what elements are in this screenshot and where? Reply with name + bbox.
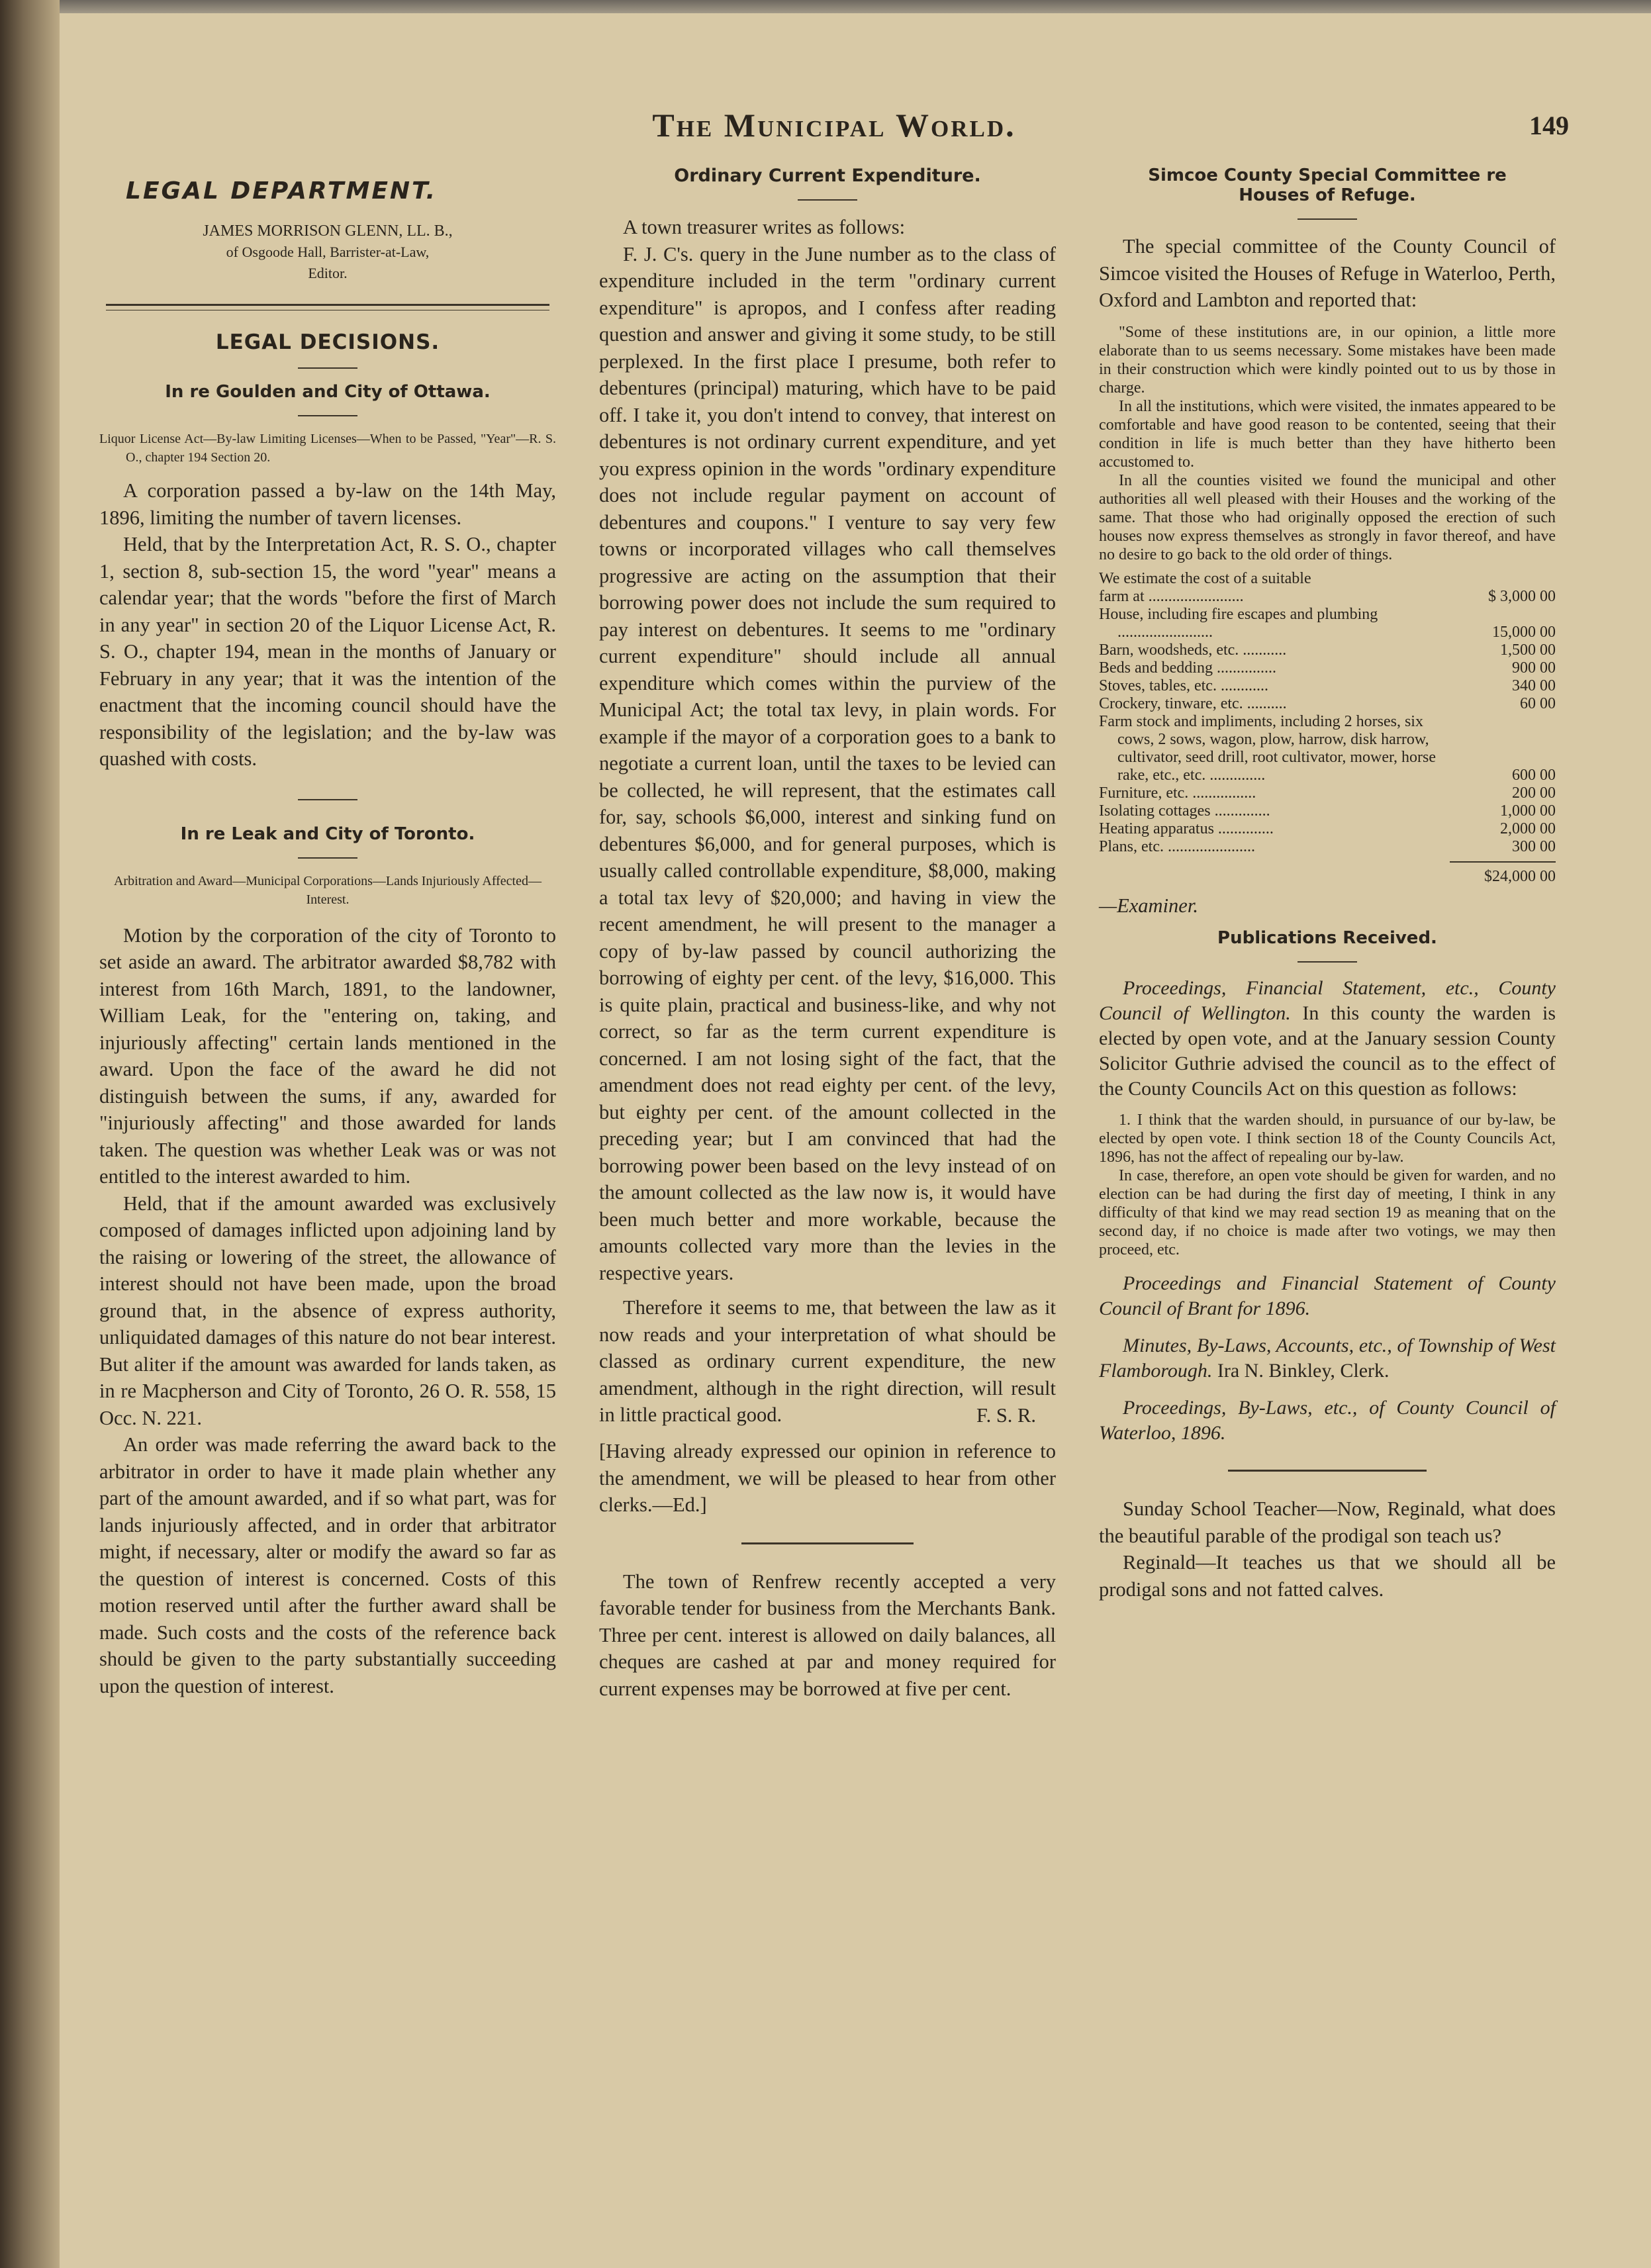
column-expenditure: [599, 165, 1056, 1702]
estimate-amount: 200 00: [1512, 784, 1556, 802]
page-top-edge: [0, 0, 1651, 13]
estimate-amount: 900 00: [1512, 659, 1556, 677]
case-title-goulden: In re Goulden and City of Ottawa.: [165, 382, 491, 402]
estimate-total-row: [1099, 868, 1556, 886]
column-simcoe: [1099, 165, 1556, 1603]
short-rule: [298, 857, 357, 859]
short-rule: [798, 199, 857, 201]
case-paragraph: An order was made referring the award back to the arbitrator in order to have it made plain whether any part of the amount awarded, and if so what part, was for lands injuriously affected, and in order that arbitrator might, if necessary, alter or modify the award so far as the question of interest is concerned. Costs of this motion reserved until after the further award shall be made. Such costs and the costs of the reference back should be given to the party substantially succeeding upon the question of interest.: [99, 1433, 556, 1697]
section-rule: [1228, 1470, 1427, 1472]
estimate-amount: 600 00: [1512, 766, 1556, 784]
editor-role: Editor.: [308, 265, 348, 281]
estimate-row: [1099, 677, 1556, 695]
short-rule: [298, 367, 357, 369]
report-quote: In all the counties visited we found the municipal and other authorities all well pleased with their Houses and the working of the same. That those who had originally opposed the erection of such houses now express themselves as strongly in favor thereof, and have no desire to go back to the old order of things.: [1099, 471, 1556, 563]
estimate-item: farm at ........................: [1099, 587, 1244, 605]
column-legal-department: [99, 165, 556, 1699]
publication-entry: [1099, 1333, 1556, 1384]
publication-entry: Proceedings and Financial Statement of County Council of Brant for 1896.: [1099, 1272, 1556, 1319]
department-heading: LEGAL DEPARTMENT.: [126, 177, 438, 205]
publication-title: Minutes, By-Laws, Accounts, etc., of Township of West Flamborough.: [1099, 1335, 1556, 1382]
estimate-row: [1099, 802, 1556, 820]
estimate-item: Furniture, etc. ................: [1099, 784, 1256, 802]
editor-note: [Having already expressed our opinion in reference to the amendment, we will be pleased to hear from other clerks.—Ed.]: [599, 1440, 1056, 1516]
estimate-row: [1099, 659, 1556, 677]
estimate-amount: 60 00: [1520, 694, 1556, 712]
estimate-amount: 2,000 00: [1500, 820, 1556, 837]
estimate-total: $24,000 00: [1484, 867, 1556, 885]
estimate-item: Isolating cottages ..............: [1099, 802, 1270, 820]
simcoe-intro: The special committee of the County Council of Simcoe visited the Houses of Refuge in Waterloo, Perth, Oxford and Lambton and reported that:: [1099, 235, 1556, 311]
article-title-expenditure: Ordinary Current Expenditure.: [674, 165, 981, 186]
book-binding-shadow: [0, 0, 60, 2268]
estimate-item: House, including fire escapes and plumbing ........................: [1099, 605, 1378, 641]
estimate-item: Crockery, tinware, etc. ..........: [1099, 694, 1287, 712]
estimate-amount: 300 00: [1512, 837, 1556, 855]
article-intro: A town treasurer writes as follows:: [623, 216, 906, 238]
estimate-row: [1099, 588, 1556, 606]
case-paragraph: Held, that if the amount awarded was exclusively composed of damages inflicted upon adjoining land by the raising or lowering of the street, the allowance of interest should not have been made, upon the broad ground that, in the absence of express authority, unliquidated damages of this nature do not bear interest. But aliter if the amount was awarded for lands taken, as in re Macpherson and City of Toronto, 26 O. R. 558, 15 Occ. N. 221.: [99, 1192, 556, 1429]
double-rule: [106, 304, 549, 310]
letter-signature: F. S. R.: [976, 1403, 1036, 1427]
estimate-item: Heating apparatus ..............: [1099, 820, 1274, 837]
publication-title: Proceedings, Financial Statement, etc., County Council of Wellington.: [1099, 977, 1556, 1024]
publication-entry: [1099, 976, 1556, 1102]
estimate-table: [1099, 588, 1556, 856]
case-paragraph: Held, that by the Interpretation Act, R. S. O., chapter 1, section 8, sub-section 15, the word "year" means a calendar year; that the words "before the first of March in any year" in section 20 of the Liquor License Act, R. S. O., chapter 194, mean in the months of January or February in any year; that it was the intention of the enactment that the incoming council should have the responsibility of the legislation; and the by-law was quashed with costs.: [99, 533, 556, 770]
publication-text: Ira N. Binkley, Clerk.: [1217, 1360, 1390, 1382]
estimate-intro: We estimate the cost of a suitable: [1099, 569, 1311, 587]
page-number: 149: [1529, 111, 1569, 140]
renfrew-paragraph: The town of Renfrew recently accepted a very favorable tender for business from the Merchants Bank. Three per cent. interest is allowed on daily balances, all cheques are cashed at par and money required for current expenses may be borrowed at five per cent.: [599, 1570, 1056, 1700]
case-paragraph: Motion by the corporation of the city of Toronto to set aside an award. The arbitrator awarded $8,782 with interest from 16th March, 1891, to the landowner, William Leak, for the "entering on, taking, and injuriously affecting" certain lands mentioned in the award. Upon the face of the award he did not distinguish between the sums, if any, awarded for "injuriously affecting" and those awarded for lands taken. The question was whether Leak was or was not entitled to the interest awarded to him.: [99, 923, 556, 1188]
estimate-row: [1099, 784, 1556, 802]
estimate-item: Beds and bedding ...............: [1099, 659, 1276, 677]
estimate-item: Stoves, tables, etc. ............: [1099, 677, 1268, 694]
estimate-amount: 340 00: [1512, 677, 1556, 694]
legal-decisions-heading: LEGAL DECISIONS.: [215, 330, 440, 354]
total-rule: [1450, 861, 1556, 863]
publications-heading: Publications Received.: [1217, 928, 1437, 948]
estimate-row: [1099, 606, 1556, 641]
case-paragraph: A corporation passed a by-law on the 14th May, 1896, limiting the number of tavern licenses.: [99, 479, 556, 529]
joke-paragraph: Reginald—It teaches us that we should all be prodigal sons and not fatted calves.: [1099, 1551, 1556, 1601]
estimate-amount: 1,000 00: [1500, 802, 1556, 820]
report-quote: In all the institutions, which were visited, the inmates appeared to be comfortable and have good reason to be contented, seeing that their condition in life is much better than they have hitherto been accustomed to.: [1099, 397, 1556, 471]
letter-paragraph: F. J. C's. query in the June number as to the class of expenditure included in the term "ordinary current expenditure" is apropos, and I confess after reading question and answer and giving it some study, to be still perplexed. In the first place I presume, both refer to debentures (principal) maturing, which have to be paid off. I take it, you don't intend to convey, that interest on debentures is not ordinary current expenditure, and yet you express opinion in the words "ordinary expenditure does not include regular payment on account of debentures and coupons." I venture to say very few towns or incorporated villages who call themselves progressive are acting on the assumption that their borrowing power does not include the sum required to pay interest on debentures. It seems to me "ordinary current expenditure" should include all annual expenditure which comes within the purview of the Municipal Act; the total tax levy, in plain words. For example if the mayor of a corporation goes to a bank to negotiate a current loan, until the taxes to be levied can be collected, he will represent, that the estimates call for, say, schools $6,000, interest and sinking fund on debentures $6,000, and for general purposes, which is usually called controllable expenditure, $8,000, making a total tax levy of $20,000; and having in view the recent amendment, he will present to the manager a copy of by-law passed by council authorizing the borrowing of eighty per cent. of the levy, $16,000. This is quite plain, practical and business-like, and why not correct, so far as the term current expenditure is concerned. I am not losing sight of the fact, that the amendment does not read eighty per cent. of the levy, but eighty per cent. of the amount collected in the preceding year; but I am convinced that had the borrowing power been based on the levy instead of on the amount collected as the law now is, it would have been much better and more workable, because the amounts collected vary more than the levies in the respective years.: [599, 242, 1056, 1284]
case-title-leak: In re Leak and City of Toronto.: [180, 824, 475, 844]
estimate-row: [1099, 713, 1556, 784]
estimate-item: Farm stock and impliments, including 2 horses, six cows, 2 sows, wagon, plow, harrow, disk harrow, cultivator, seed drill, root cultivator, mower, horse rake, etc., etc. ..............: [1099, 712, 1436, 784]
source-attribution: —Examiner.: [1099, 894, 1198, 917]
case-headnote-leak: Arbitration and Award—Municipal Corporations—Lands Injuriously Affected—Interest.: [113, 873, 542, 907]
editor-affiliation: of Osgoode Hall, Barrister-at-Law,: [226, 244, 430, 260]
publication-title: The Municipal World.: [652, 107, 1016, 144]
estimate-item: Barn, woodsheds, etc. ...........: [1099, 641, 1287, 659]
short-rule: [1297, 218, 1357, 220]
report-quote: "Some of these institutions are, in our opinion, a little more elaborate than to us seems necessary. Some mistakes have been made in their construction which were kindly pointed out to us by those in charge.: [1099, 323, 1556, 397]
running-head: [99, 106, 1569, 159]
short-rule: [298, 799, 357, 800]
short-rule: [298, 415, 357, 416]
estimate-total-label: [1099, 868, 1456, 886]
case-headnote-goulden: Liquor License Act—By-law Limiting Licenses—When to be Passed, "Year"—R. S. O., chapter 194 Section 20.: [99, 432, 556, 465]
letter-paragraph: Therefore it seems to me, that between the law as it now reads and your interpretation of what should be classed as ordinary current expenditure, the new amendment, although in the right direction, will result in little practical good.: [599, 1296, 1056, 1426]
estimate-item: Plans, etc. ......................: [1099, 837, 1255, 855]
section-rule: [741, 1542, 914, 1544]
estimate-amount: 15,000 00: [1492, 623, 1556, 641]
joke-paragraph: Sunday School Teacher—Now, Reginald, what does the beautiful parable of the prodigal son teach us?: [1099, 1497, 1556, 1547]
newspaper-page: [99, 93, 1569, 2171]
article-title-simcoe-2: Houses of Refuge.: [1239, 185, 1416, 205]
estimate-amount: 1,500 00: [1500, 641, 1556, 659]
editor-name: JAMES MORRISON GLENN, LL. B.,: [203, 222, 453, 240]
solicitor-quote: 1. I think that the warden should, in pursuance of our by-law, be elected by open vote. I think section 18 of the County Councils Act, 1896, has not the affect of repealing our by-law.: [1099, 1111, 1556, 1166]
short-rule: [1297, 961, 1357, 963]
solicitor-quote: In case, therefore, an open vote should be given for warden, and no election can be had during the first day of meeting, I think in any difficulty of that kind we may read section 19 as meaning that on the second day, if no choice is made after two votings, we may then proceed, etc.: [1099, 1167, 1556, 1258]
publication-text: In this county the warden is elected by open vote, and at the January session County Solicitor Guthrie advised the council as to the effect of the County Councils Act on this question as follows:: [1099, 1002, 1556, 1100]
estimate-row: [1099, 838, 1556, 856]
article-title-simcoe-1: Simcoe County Special Committee re: [1148, 165, 1507, 185]
estimate-row: [1099, 820, 1556, 838]
publication-entry: Proceedings, By-Laws, etc., of County Council of Waterloo, 1896.: [1099, 1397, 1556, 1444]
estimate-row: [1099, 641, 1556, 659]
estimate-row: [1099, 695, 1556, 713]
estimate-amount: $ 3,000 00: [1488, 587, 1556, 605]
